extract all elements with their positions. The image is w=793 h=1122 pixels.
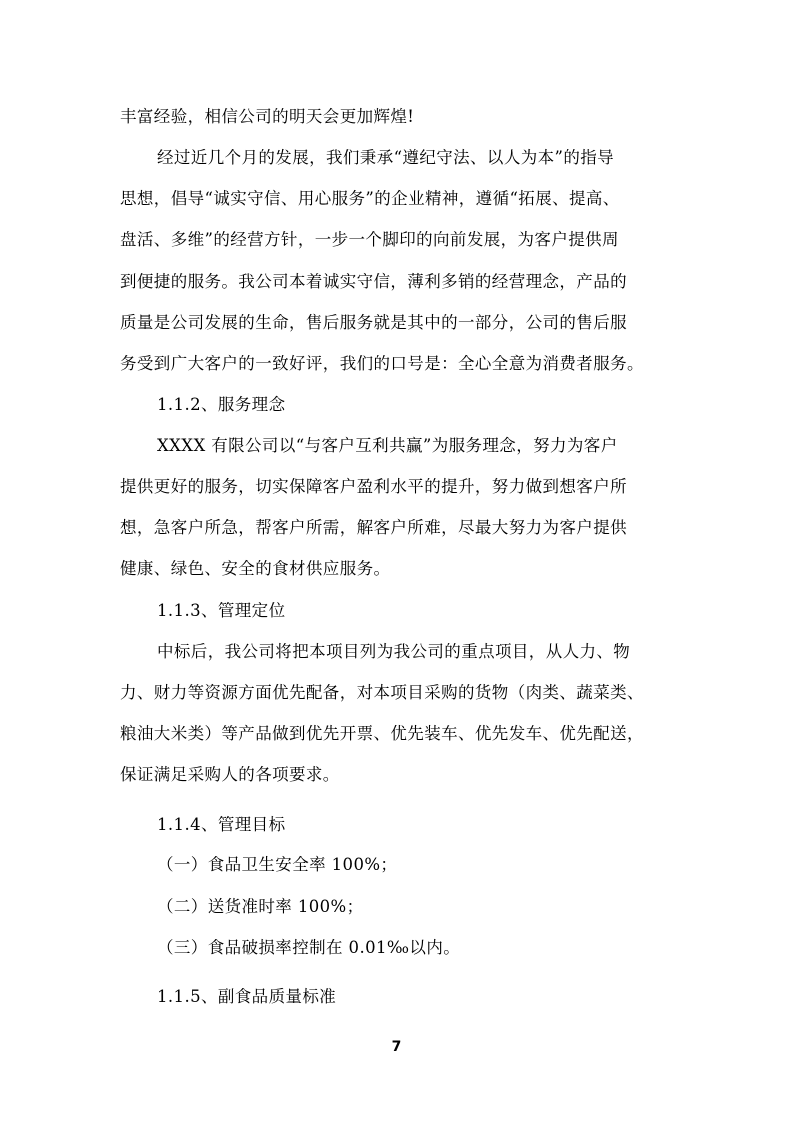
paragraph-line: 盘活、多维”的经营方针，一步一个脚印的向前发展，为客户提供周 xyxy=(120,230,619,249)
paragraph-line: 粮油大米类）等产品做到优先开票、优先装车、优先发车、优先配送， xyxy=(120,724,644,743)
paragraph-line: 提供更好的服务，切实保障客户盈利水平的提升，努力做到想客户所 xyxy=(120,477,627,496)
section-heading: 1.1.3、管理定位 xyxy=(157,601,286,620)
section-heading: 1.1.2、服务理念 xyxy=(157,395,286,414)
page-number: 7 xyxy=(391,1039,402,1055)
paragraph-line: 质量是公司发展的生命，售后服务就是其中的一部分，公司的售后服 xyxy=(120,313,627,332)
paragraph-line: 务受到广大客户的一致好评，我们的口号是：全心全意为消费者服务。 xyxy=(120,354,644,373)
paragraph-line: 健康、绿色、安全的食材供应服务。 xyxy=(120,559,391,578)
section-heading: 1.1.4、管理目标 xyxy=(157,815,286,834)
paragraph-line: 到便捷的服务。我公司本着诚实守信，薄利多销的经营理念，产品的 xyxy=(120,272,627,291)
section-heading: 1.1.5、副食品质量标准 xyxy=(157,987,337,1006)
paragraph-line: 想，急客户所急，帮客户所需，解客户所难，尽最大努力为客户提供 xyxy=(120,518,627,537)
paragraph-line: 丰富经验，相信公司的明天会更加辉煌! xyxy=(120,107,415,126)
goal-item: （三）食品破损率控制在 0.01‰以内。 xyxy=(157,938,461,957)
paragraph-line: 力、财力等资源方面优先配备，对本项目采购的货物（肉类、蔬菜类、 xyxy=(120,683,644,702)
goal-item: （二）送货准时率 100%； xyxy=(157,897,364,916)
paragraph-line: 保证满足采购人的各项要求。 xyxy=(120,765,340,784)
paragraph-line: 思想，倡导“诚实守信、用心服务”的企业精神，遵循“拓展、提高、 xyxy=(120,189,620,208)
goal-item: （一）食品卫生安全率 100%； xyxy=(157,855,398,874)
paragraph-line: 经过近几个月的发展，我们秉承“遵纪守法、以人为本”的指导 xyxy=(157,148,615,167)
paragraph-line: XXXX 有限公司以“与客户互利共赢”为服务理念，努力为客户 xyxy=(157,436,618,455)
paragraph-line: 中标后，我公司将把本项目列为我公司的重点项目，从人力、物 xyxy=(157,642,631,661)
